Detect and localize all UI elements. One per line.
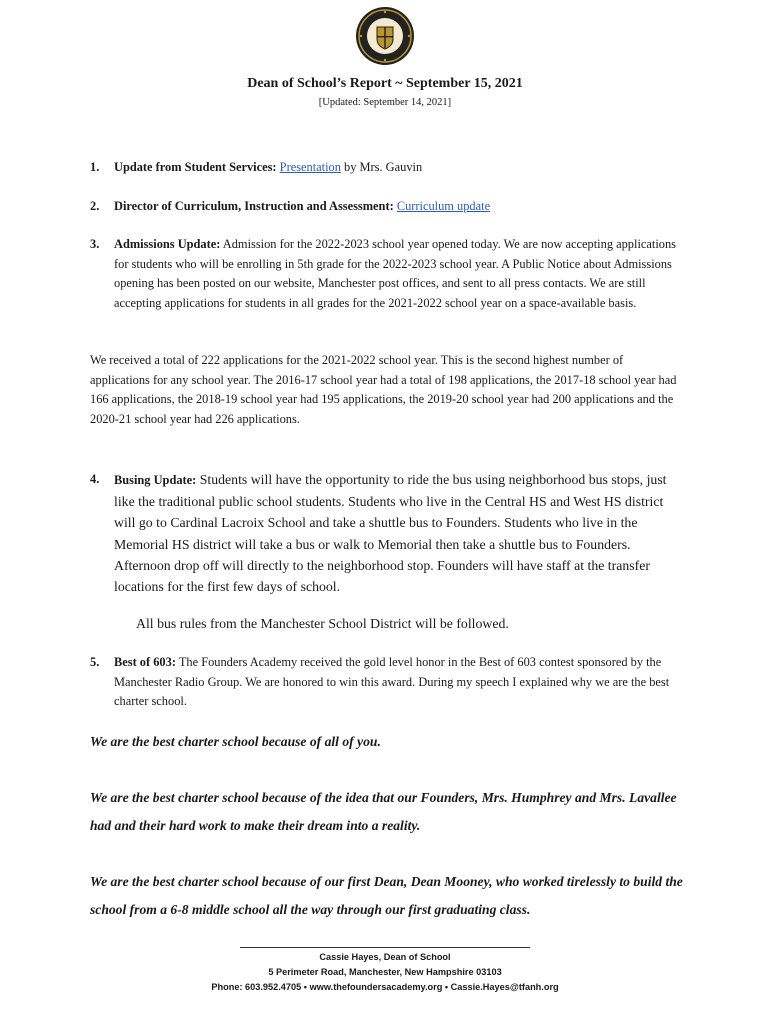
curriculum-update-link[interactable]: Curriculum update <box>396 199 491 213</box>
item-curriculum <box>90 197 680 217</box>
report-title: Dean of School’s Report ~ September 15, 2021 <box>247 76 523 91</box>
item-student-services <box>90 158 680 178</box>
quote-all-of-you: We are the best charter school because of all of you. <box>90 734 381 749</box>
item-text: Students will have the opportunity to ride the bus using neighborhood bus stops, just like the traditional public school students. Students who live in the Central HS and West HS district will go to Cardinal Lacroix School and take a shuttle bus to Founders. Students who live in the Memorial HS district will take a bus or walk to Memorial then take a shuttle bus to Founders. Afternoon drop off will directly to the neighborhood stop. Founders will have staff at the transfer locations for the first few days of school. <box>114 472 667 595</box>
presentation-link[interactable]: Presentation <box>279 160 341 174</box>
item-best-of-603 <box>90 653 680 712</box>
item-label: Director of Curriculum, Instruction and Assessment: <box>114 199 394 213</box>
item-label: Update from Student Services: <box>114 160 277 174</box>
item-label: Busing Update: <box>114 473 197 487</box>
item-label: Best of 603: <box>114 655 176 669</box>
item-number: 5. <box>90 655 100 669</box>
footer-divider <box>240 947 530 948</box>
updated-date: [Updated: September 14, 2021] <box>318 97 452 108</box>
item-text: Admission for the 2022-2023 school year opened today. We are now accepting applications for students who will be enrolling in 5th grade for the 2022-2023 school year. A Public Notice about Admissions opening has been posted on our website, Manchester post offices, and sent to all press contacts. We are still accepting applications for students in all grades for the 2021-2022 school year on a space-available basis. <box>114 237 676 310</box>
quote-founders: We are the best charter school because of the idea that our Founders, Mrs. Humphrey and Mrs. Lavallee had and their hard work to make their dream into a reality. <box>90 790 677 833</box>
item-busing <box>90 469 682 597</box>
applications-paragraph: We received a total of 222 applications for the 2021-2022 school year. This is the second highest number of applications for any school year. The 2016-17 school year had a total of 198 applications, the 2017-18 school year had 166 applications, the 2018-19 school year had 195 applications, the 2019-20 school year had 200 applications and the 2020-21 school year had 226 applications. <box>90 353 677 426</box>
item-number: 1. <box>90 160 100 174</box>
item-number: 2. <box>90 199 100 213</box>
item-number: 4. <box>90 472 100 486</box>
school-seal-logo <box>355 6 415 66</box>
item-text: The Founders Academy received the gold level honor in the Best of 603 contest sponsored by the Manchester Radio Group. We are honored to win this award. During my speech I explained why we are the best charter school. <box>114 655 670 709</box>
item-admissions <box>90 235 680 313</box>
bus-rules-note: All bus rules from the Manchester School District will be followed. <box>136 616 509 631</box>
item-text: by Mrs. Gauvin <box>340 160 423 174</box>
quote-first-dean: We are the best charter school because of our first Dean, Dean Mooney, who worked tirelessly to build the school from a 6-8 middle school all the way through our first graduating class. <box>90 874 683 917</box>
footer-address: 5 Perimeter Road, Manchester, New Hampshire 03103 <box>268 967 502 977</box>
item-number: 3. <box>90 237 100 251</box>
footer-contact: Phone: 603.952.4705 • www.thefoundersacademy.org • Cassie.Hayes@tfanh.org <box>211 982 559 992</box>
footer-name: Cassie Hayes, Dean of School <box>319 952 451 962</box>
item-label: Admissions Update: <box>114 237 221 251</box>
